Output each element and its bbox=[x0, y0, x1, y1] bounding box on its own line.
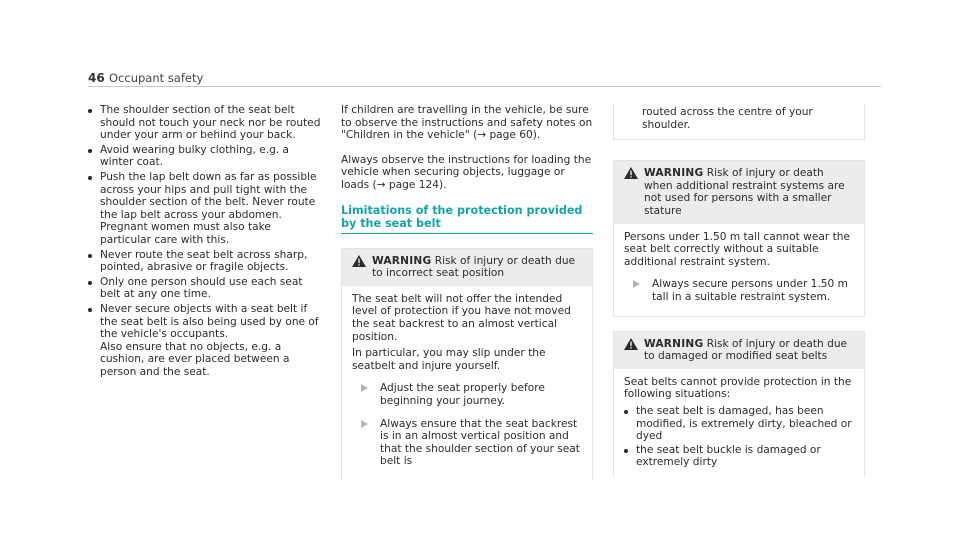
warning-title: Risk of injury or death due to incorrect seat position bbox=[372, 254, 576, 280]
bullet-icon bbox=[88, 176, 92, 180]
step-arrow-icon bbox=[361, 420, 368, 428]
list-item bbox=[88, 276, 321, 301]
bullet-icon bbox=[88, 308, 92, 312]
warning-text: The seat belt will not offer the intended level of protection if you have not moved the seat backrest to an almost vertical position. bbox=[352, 292, 571, 343]
list-item-text: Never route the seat belt across sharp, pointed, abrasive or fragile objects. bbox=[100, 248, 308, 274]
list-item bbox=[624, 405, 854, 443]
list-item bbox=[88, 104, 321, 142]
warning-continuation bbox=[613, 104, 865, 140]
bullet-icon bbox=[88, 109, 92, 113]
list-item bbox=[624, 444, 854, 469]
section-subheading: Limitations of the protection provided by the seat belt bbox=[341, 204, 593, 234]
children-note: If children are travelling in the vehicle, be sure to observe the instructions and safety notes on "Children in the vehicle" (→ page 60). bbox=[341, 104, 593, 142]
list-item-text: Never secure objects with a seat belt if the seat belt is also being used by one of the vehicle's occupants. bbox=[100, 302, 319, 341]
bullet-icon bbox=[88, 149, 92, 153]
list-item bbox=[88, 303, 321, 379]
step-text: Adjust the seat properly before beginning your journey. bbox=[380, 382, 545, 407]
list-item-note: Pregnant women must also take particular care with this. bbox=[100, 221, 271, 246]
page-header bbox=[88, 0, 881, 87]
warning-box-damaged-belts bbox=[613, 331, 865, 476]
list-item-text: Push the lap belt down as far as possible across your hips and pull tight with the shoulder section of the belt. Never route the lap belt across your abdomen. bbox=[100, 170, 317, 221]
loading-note: Always observe the instructions for loading the vehicle when securing objects, luggage or loads (→ page 124). bbox=[341, 153, 592, 191]
list-item bbox=[88, 249, 321, 274]
warning-header bbox=[614, 161, 864, 223]
warning-box-small-stature bbox=[613, 160, 865, 316]
safety-bullet-list bbox=[88, 104, 321, 378]
list-item-note: Also ensure that no objects, e.g. a cushion, are ever placed between a person and the seat. bbox=[100, 340, 290, 378]
list-item-text: Only one person should use each seat belt at any one time. bbox=[100, 275, 303, 301]
list-item bbox=[88, 171, 321, 247]
step-arrow-icon bbox=[633, 280, 640, 288]
situation-list bbox=[624, 405, 854, 469]
list-item-text: Avoid wearing bulky clothing, e.g. a winter coat. bbox=[100, 143, 290, 169]
warning-body bbox=[614, 369, 864, 476]
warning-text: In particular, you may slip under the seatbelt and injure yourself. bbox=[352, 347, 546, 372]
warning-triangle-icon bbox=[624, 167, 638, 179]
warning-title: Risk of injury or death due to damaged or modified seat belts bbox=[644, 337, 848, 363]
instruction-step bbox=[352, 418, 582, 468]
warning-label: WARNING bbox=[372, 254, 432, 267]
step-arrow-icon bbox=[361, 384, 368, 392]
warning-title: Risk of injury or death when additional restraint systems are not used for persons with a smaller stature bbox=[644, 167, 845, 217]
page-number: 46 bbox=[88, 71, 105, 85]
warning-text: Seat belts cannot provide protection in the following situations: bbox=[624, 375, 852, 401]
warning-text: Persons under 1.50 m tall cannot wear the seat belt correctly without a suitable additional restraint system. bbox=[624, 230, 850, 268]
instruction-step bbox=[624, 278, 854, 303]
instruction-step bbox=[352, 382, 582, 407]
bullet-icon bbox=[624, 449, 628, 453]
step-text: Always ensure that the seat backrest is in an almost vertical position and that the shoulder section of your seat belt is bbox=[380, 417, 580, 468]
list-item-text: the seat belt buckle is damaged or extremely dirty bbox=[636, 443, 821, 469]
column-2 bbox=[341, 104, 593, 480]
list-item-text: The shoulder section of the seat belt should not touch your neck nor be routed under your arm or behind your back. bbox=[100, 104, 321, 142]
warning-header bbox=[342, 249, 592, 286]
bullet-icon bbox=[88, 254, 92, 258]
warning-label: WARNING bbox=[644, 167, 704, 180]
warning-triangle-icon bbox=[352, 255, 366, 267]
step-text: Always secure persons under 1.50 m tall in a suitable restraint system. bbox=[652, 278, 848, 303]
step-text-continued: routed across the centre of your shoulder. bbox=[642, 106, 813, 131]
warning-box-seat-position bbox=[341, 248, 593, 480]
list-item-text: the seat belt is damaged, has been modified, is extremely dirty, bleached or dyed bbox=[636, 404, 852, 443]
warning-triangle-icon bbox=[624, 338, 638, 350]
warning-header bbox=[614, 332, 864, 369]
column-1 bbox=[88, 104, 321, 380]
section-title: Occupant safety bbox=[109, 71, 204, 85]
bullet-icon bbox=[88, 281, 92, 285]
warning-label: WARNING bbox=[644, 337, 704, 350]
warning-body bbox=[614, 224, 864, 316]
list-item bbox=[88, 144, 321, 169]
bullet-icon bbox=[624, 410, 628, 414]
warning-body bbox=[342, 286, 592, 480]
column-3 bbox=[613, 104, 865, 476]
